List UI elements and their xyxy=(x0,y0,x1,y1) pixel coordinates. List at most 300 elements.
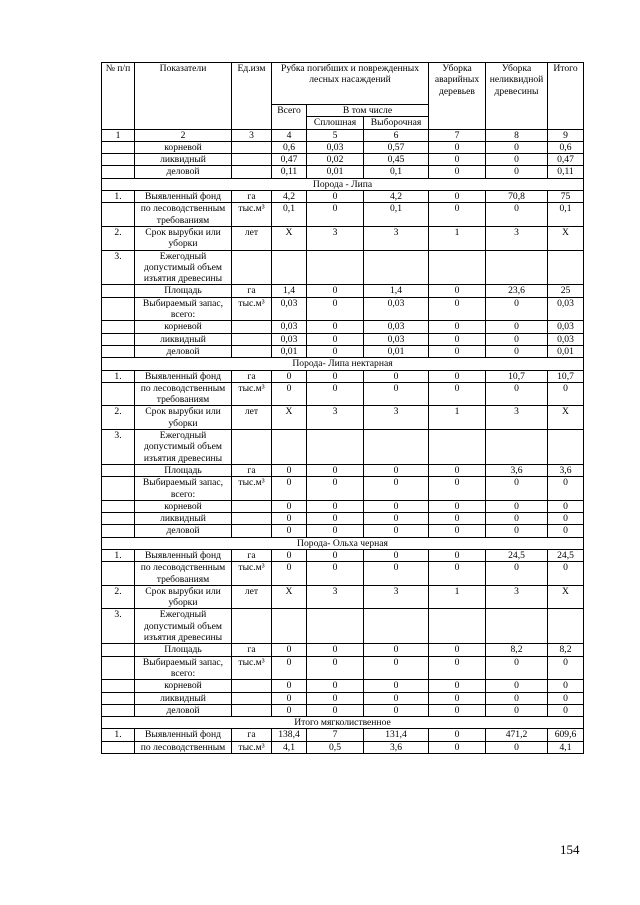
table-cell: 0 xyxy=(272,513,307,525)
table-cell xyxy=(102,154,135,166)
table-cell xyxy=(232,704,272,716)
section-title: Порода - Липа xyxy=(102,178,584,190)
table-cell: 24,5 xyxy=(486,549,548,561)
table-cell: 0,1 xyxy=(272,203,307,227)
table-cell: деловой xyxy=(135,345,232,357)
table-cell: 1. xyxy=(102,729,135,741)
table-cell: 0,03 xyxy=(364,333,429,345)
table-cell xyxy=(102,464,135,476)
table-cell: 8,2 xyxy=(486,644,548,656)
table-row xyxy=(102,154,584,166)
table-cell: 0,1 xyxy=(364,166,429,178)
table-cell: 0 xyxy=(486,333,548,345)
table-cell: 2. xyxy=(102,226,135,250)
table-cell: 0 xyxy=(364,644,429,656)
table-cell: 1. xyxy=(102,549,135,561)
col-number: 4 xyxy=(272,129,307,141)
table-row xyxy=(102,525,584,537)
table-cell: 0 xyxy=(548,656,584,680)
table-cell: га xyxy=(232,191,272,203)
table-cell: 0 xyxy=(272,525,307,537)
table-cell: га xyxy=(232,729,272,741)
table-cell: 0 xyxy=(364,525,429,537)
table-cell: Срок вырубки или уборки xyxy=(135,406,232,430)
table-cell: 1,4 xyxy=(364,285,429,297)
table-cell xyxy=(307,250,364,285)
section-title: Порода- Липа нектарная xyxy=(102,358,584,370)
table-cell: 0 xyxy=(548,680,584,692)
table-cell xyxy=(102,644,135,656)
table-cell: 0 xyxy=(486,680,548,692)
table-cell: 0 xyxy=(429,154,486,166)
table-cell: 0,47 xyxy=(272,154,307,166)
col-number: 5 xyxy=(307,129,364,141)
table-cell: ликвидный xyxy=(135,154,232,166)
table-cell: лет xyxy=(232,406,272,430)
table-cell: 3,6 xyxy=(548,464,584,476)
table-cell: 0 xyxy=(364,704,429,716)
table-cell: 0,45 xyxy=(364,154,429,166)
table-cell: 0 xyxy=(486,500,548,512)
table-cell: 0 xyxy=(548,562,584,586)
table-cell: 3 xyxy=(364,585,429,609)
table-cell: деловой xyxy=(135,704,232,716)
table-cell xyxy=(429,609,486,644)
table-cell: га xyxy=(232,370,272,382)
table-row xyxy=(102,692,584,704)
table-row xyxy=(102,406,584,430)
table-cell: тыс.м³ xyxy=(232,562,272,586)
table-cell xyxy=(548,250,584,285)
table-cell: 0 xyxy=(307,345,364,357)
table-cell: 0,01 xyxy=(364,345,429,357)
table-cell xyxy=(102,166,135,178)
section-row xyxy=(102,537,584,549)
table-cell xyxy=(232,154,272,166)
table-cell: 0 xyxy=(429,333,486,345)
table-cell xyxy=(102,321,135,333)
table-cell xyxy=(232,141,272,153)
table-cell: 4,1 xyxy=(548,741,584,753)
table-cell: 0 xyxy=(272,680,307,692)
table-cell: 3 xyxy=(486,406,548,430)
section-title: Порода- Ольха черная xyxy=(102,537,584,549)
table-cell: 0 xyxy=(548,477,584,501)
table-cell xyxy=(486,250,548,285)
table-cell: 0 xyxy=(307,656,364,680)
table-cell: 0 xyxy=(307,500,364,512)
table-row xyxy=(102,250,584,285)
table-cell: 0 xyxy=(307,525,364,537)
table-cell: 0 xyxy=(364,656,429,680)
table-cell: корневой xyxy=(135,321,232,333)
table-cell: 0 xyxy=(307,680,364,692)
table-cell: 0 xyxy=(486,345,548,357)
table-cell: 0,03 xyxy=(272,321,307,333)
forest-data-table xyxy=(101,62,584,754)
table-cell: 0 xyxy=(307,513,364,525)
table-cell xyxy=(232,321,272,333)
header-row xyxy=(102,63,584,105)
table-row xyxy=(102,513,584,525)
table-cell: 1 xyxy=(429,406,486,430)
table-cell: 0 xyxy=(548,513,584,525)
table-cell: деловой xyxy=(135,525,232,537)
table-cell: 1. xyxy=(102,191,135,203)
table-cell: 3 xyxy=(364,406,429,430)
table-cell: 0 xyxy=(429,562,486,586)
table-row xyxy=(102,333,584,345)
table-cell xyxy=(102,513,135,525)
table-cell: 25 xyxy=(548,285,584,297)
table-cell: 0 xyxy=(429,680,486,692)
table-row xyxy=(102,729,584,741)
table-cell: Ежегодный допустимый объем изъятия древесины xyxy=(135,430,232,465)
col-number: 2 xyxy=(135,129,232,141)
table-row xyxy=(102,464,584,476)
table-cell: Х xyxy=(548,585,584,609)
table-cell: тыс.м³ xyxy=(232,203,272,227)
table-cell xyxy=(232,500,272,512)
table-cell: 0 xyxy=(429,382,486,406)
table-cell xyxy=(102,477,135,501)
table-cell: 0 xyxy=(429,644,486,656)
page-number: 154 xyxy=(560,842,580,857)
col-number: 6 xyxy=(364,129,429,141)
table-cell: 0 xyxy=(272,656,307,680)
table-cell: 0 xyxy=(307,321,364,333)
table-cell: 0 xyxy=(272,477,307,501)
table-row xyxy=(102,656,584,680)
table-cell xyxy=(364,609,429,644)
table-cell: 0 xyxy=(429,525,486,537)
table-cell: 2. xyxy=(102,406,135,430)
table-cell: по лесоводственным требованиям xyxy=(135,562,232,586)
table-cell: 0 xyxy=(429,191,486,203)
table-cell: 0,1 xyxy=(364,203,429,227)
table-cell: 3,6 xyxy=(364,741,429,753)
table-row xyxy=(102,609,584,644)
table-cell: Х xyxy=(272,226,307,250)
table-cell: 0,01 xyxy=(548,345,584,357)
table-cell: 0 xyxy=(548,382,584,406)
table-cell: 4,1 xyxy=(272,741,307,753)
table-cell: 0 xyxy=(429,345,486,357)
table-cell xyxy=(102,680,135,692)
table-cell: 0,11 xyxy=(272,166,307,178)
table-cell xyxy=(102,562,135,586)
table-cell: 0,03 xyxy=(364,297,429,321)
table-cell: 0 xyxy=(364,464,429,476)
table-cell: Х xyxy=(272,406,307,430)
table-row xyxy=(102,680,584,692)
table-cell: 0 xyxy=(429,500,486,512)
table-cell: га xyxy=(232,644,272,656)
table-cell: 0 xyxy=(272,644,307,656)
col-number: 8 xyxy=(486,129,548,141)
table-cell: 75 xyxy=(548,191,584,203)
table-cell: 0 xyxy=(307,704,364,716)
table-cell: га xyxy=(232,549,272,561)
table-row xyxy=(102,585,584,609)
table-cell: тыс.м³ xyxy=(232,656,272,680)
table-cell: 0 xyxy=(429,741,486,753)
table-cell: 0 xyxy=(272,692,307,704)
table-cell: 0 xyxy=(272,549,307,561)
table-cell: по лесоводственным требованиям xyxy=(135,382,232,406)
table-cell: 0,57 xyxy=(364,141,429,153)
header-unit: Ед.изм xyxy=(232,63,272,130)
table-cell: 0 xyxy=(486,166,548,178)
table-cell: 0 xyxy=(307,285,364,297)
table-cell xyxy=(102,692,135,704)
table-row xyxy=(102,382,584,406)
table-row xyxy=(102,191,584,203)
table-cell: 3. xyxy=(102,430,135,465)
table-cell: 0,03 xyxy=(548,321,584,333)
table-cell: Ежегодный допустимый объем изъятия древесины xyxy=(135,250,232,285)
col-number: 3 xyxy=(232,129,272,141)
table-cell: 0 xyxy=(364,692,429,704)
table-cell xyxy=(307,609,364,644)
table-cell: Выявленный фонд xyxy=(135,191,232,203)
table-cell: 0 xyxy=(429,656,486,680)
table-cell: Выявленный фонд xyxy=(135,729,232,741)
table-cell xyxy=(486,430,548,465)
table-cell: 8,2 xyxy=(548,644,584,656)
table-cell xyxy=(232,513,272,525)
table-cell: 0,1 xyxy=(548,203,584,227)
table-cell: 0 xyxy=(429,513,486,525)
table-cell xyxy=(102,141,135,153)
header-nonliquid: Уборка неликвидной древесины xyxy=(486,63,548,130)
table-cell: тыс.м³ xyxy=(232,477,272,501)
section-row xyxy=(102,178,584,190)
table-cell xyxy=(102,203,135,227)
table-cell: 1 xyxy=(429,585,486,609)
table-cell: 0 xyxy=(307,692,364,704)
table-cell: 0 xyxy=(486,513,548,525)
table-cell xyxy=(102,525,135,537)
table-cell: 10,7 xyxy=(548,370,584,382)
table-cell xyxy=(102,333,135,345)
table-cell xyxy=(272,430,307,465)
table-cell: Выбираемый запас, всего: xyxy=(135,477,232,501)
table-cell: 0 xyxy=(486,321,548,333)
table-row xyxy=(102,704,584,716)
table-cell: 1,4 xyxy=(272,285,307,297)
header-clear: Сплошная xyxy=(307,117,364,129)
table-cell xyxy=(102,500,135,512)
table-cell: ликвидный xyxy=(135,513,232,525)
table-cell: 2. xyxy=(102,585,135,609)
table-cell: 3 xyxy=(486,226,548,250)
table-cell: 4,2 xyxy=(364,191,429,203)
table-cell: Площадь xyxy=(135,464,232,476)
table-cell: 0 xyxy=(307,464,364,476)
table-row xyxy=(102,430,584,465)
table-cell: лет xyxy=(232,226,272,250)
header-total: Итого xyxy=(548,63,584,130)
table-cell: 0 xyxy=(429,704,486,716)
table-cell: 0 xyxy=(364,680,429,692)
table-row xyxy=(102,741,584,753)
table-cell: Х xyxy=(548,406,584,430)
table-cell xyxy=(364,250,429,285)
table-cell: 0,03 xyxy=(548,297,584,321)
header-incl: В том числе xyxy=(307,105,429,117)
table-row xyxy=(102,226,584,250)
table-cell: Ежегодный допустимый объем изъятия древесины xyxy=(135,609,232,644)
table-cell: тыс.м³ xyxy=(232,297,272,321)
table-cell: 0,6 xyxy=(548,141,584,153)
section-title: Итого мягколиственное xyxy=(102,717,584,729)
table-cell: 0,03 xyxy=(364,321,429,333)
table-cell: 0 xyxy=(429,464,486,476)
table-cell: 0 xyxy=(548,500,584,512)
table-row xyxy=(102,500,584,512)
table-cell: 0 xyxy=(307,297,364,321)
table-row xyxy=(102,562,584,586)
table-cell: 138,4 xyxy=(272,729,307,741)
table-cell: 0 xyxy=(486,656,548,680)
table-cell: 7 xyxy=(307,729,364,741)
table-cell: 0,5 xyxy=(307,741,364,753)
table-cell: 0 xyxy=(307,203,364,227)
table-cell: 1. xyxy=(102,370,135,382)
table-cell xyxy=(548,430,584,465)
table-cell: 0 xyxy=(307,644,364,656)
table-cell: 0 xyxy=(364,549,429,561)
table-cell xyxy=(232,430,272,465)
table-cell: Выявленный фонд xyxy=(135,370,232,382)
table-cell: 0 xyxy=(307,477,364,501)
table-cell: 0,6 xyxy=(272,141,307,153)
table-cell: 0 xyxy=(486,477,548,501)
table-cell: Х xyxy=(272,585,307,609)
table-row xyxy=(102,644,584,656)
table-cell: 0 xyxy=(429,692,486,704)
table-cell: 3 xyxy=(364,226,429,250)
table-cell xyxy=(429,430,486,465)
table-row xyxy=(102,370,584,382)
table-cell: 0 xyxy=(307,370,364,382)
table-cell: 0 xyxy=(272,500,307,512)
table-cell: корневой xyxy=(135,500,232,512)
table-cell: 70,8 xyxy=(486,191,548,203)
table-cell: 0,01 xyxy=(307,166,364,178)
table-cell: 0,11 xyxy=(548,166,584,178)
table-cell: 3. xyxy=(102,250,135,285)
table-row xyxy=(102,297,584,321)
table-cell: га xyxy=(232,464,272,476)
header-felling: Рубка погибших и поврежденных лесных насаждений xyxy=(272,63,429,105)
table-cell xyxy=(486,609,548,644)
header-indicators: Показатели xyxy=(135,63,232,130)
table-cell: 0 xyxy=(429,203,486,227)
table-cell: 0 xyxy=(486,154,548,166)
table-cell: корневой xyxy=(135,141,232,153)
table-cell: 0 xyxy=(548,525,584,537)
table-cell: 0 xyxy=(272,704,307,716)
table-cell: 0 xyxy=(486,741,548,753)
table-row xyxy=(102,141,584,153)
table-cell xyxy=(102,285,135,297)
table-cell: 0 xyxy=(364,562,429,586)
table-cell: 609,6 xyxy=(548,729,584,741)
section-row xyxy=(102,358,584,370)
table-cell: 0 xyxy=(364,513,429,525)
table-cell: 0,03 xyxy=(548,333,584,345)
table-cell: 0 xyxy=(486,141,548,153)
table-cell: Выбираемый запас, всего: xyxy=(135,297,232,321)
table-cell: Площадь xyxy=(135,644,232,656)
table-cell: 0 xyxy=(307,562,364,586)
table-cell xyxy=(232,166,272,178)
table-cell xyxy=(307,430,364,465)
table-cell: 0,03 xyxy=(272,333,307,345)
table-cell: деловой xyxy=(135,166,232,178)
table-cell: Выбираемый запас, всего: xyxy=(135,656,232,680)
table-cell: Срок вырубки или уборки xyxy=(135,226,232,250)
table-row xyxy=(102,477,584,501)
table-cell: 0 xyxy=(272,562,307,586)
table-cell: 10,7 xyxy=(486,370,548,382)
table-cell: 0 xyxy=(364,370,429,382)
table-cell xyxy=(102,297,135,321)
table-cell: лет xyxy=(232,585,272,609)
table-cell: 0,03 xyxy=(307,141,364,153)
header-selective: Выборочная xyxy=(364,117,429,129)
table-row xyxy=(102,285,584,297)
table-cell: 0 xyxy=(429,729,486,741)
table-row xyxy=(102,345,584,357)
table-cell: 0,02 xyxy=(307,154,364,166)
table-cell: 3 xyxy=(486,585,548,609)
table-cell: 24,5 xyxy=(548,549,584,561)
table-cell: 0,01 xyxy=(272,345,307,357)
table-cell: по лесоводственным xyxy=(135,741,232,753)
table-cell: 0 xyxy=(364,500,429,512)
table-cell: 0 xyxy=(429,477,486,501)
table-cell xyxy=(232,250,272,285)
table-cell xyxy=(232,609,272,644)
table-cell: по лесоводственным требованиям xyxy=(135,203,232,227)
table-cell xyxy=(102,345,135,357)
col-number: 9 xyxy=(548,129,584,141)
table-cell: тыс.м³ xyxy=(232,382,272,406)
table-cell: 0 xyxy=(307,191,364,203)
table-cell: 0 xyxy=(486,297,548,321)
col-number: 1 xyxy=(102,129,135,141)
table-row xyxy=(102,166,584,178)
col-number: 7 xyxy=(429,129,486,141)
table-cell: 0 xyxy=(548,704,584,716)
table-cell: 0 xyxy=(364,477,429,501)
table-cell xyxy=(102,656,135,680)
table-cell: 0 xyxy=(486,562,548,586)
table-cell xyxy=(102,382,135,406)
table-cell: 0 xyxy=(429,370,486,382)
table-cell: 3. xyxy=(102,609,135,644)
table-cell: 0 xyxy=(272,370,307,382)
table-cell: Площадь xyxy=(135,285,232,297)
header-all: Всего xyxy=(272,105,307,130)
table-cell: Выявленный фонд xyxy=(135,549,232,561)
table-cell: 0 xyxy=(429,285,486,297)
table-cell: 23,6 xyxy=(486,285,548,297)
table-cell: 3 xyxy=(307,585,364,609)
